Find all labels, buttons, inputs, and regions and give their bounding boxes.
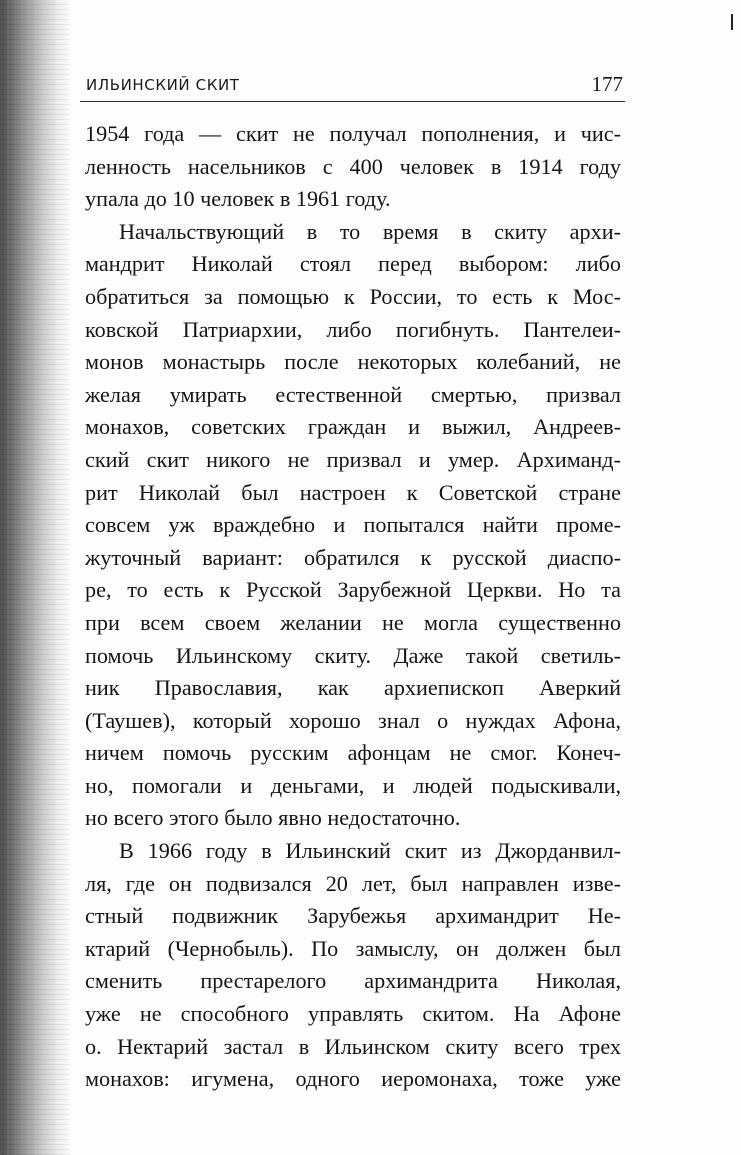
header-rule [80,101,625,102]
text-line: ленность насельников с 400 человек в 1914 году [85,153,621,179]
text-line: ский скит никого не призвал и умер. Архиманд- [85,446,621,472]
page-header [80,70,625,100]
text-line: стный подвижник Зарубежья архимандрит Не- [85,903,621,929]
text-line: ре, то есть к Русской Зарубежной Церкви. Но та [85,577,621,603]
text-line: обратиться за помощью к России, то есть к Мос- [85,283,621,309]
running-head: ИЛЬИНСКИЙ СКИТ [86,76,240,94]
text-line: сменить престарелого архимандрита Николая, [85,968,621,994]
text-line: но всего этого было явно недостаточно. [85,805,461,831]
body-text [85,118,621,1096]
paragraph-1 [85,118,621,216]
text-line: ля, где он подвизался 20 лет, был направлен изве- [85,870,621,896]
text-line: рит Николай был настроен к Советской стране [85,479,621,505]
text-line: монов монастырь после некоторых колебаний, не [85,349,621,375]
text-line: ктарий (Чернобыль). По замыслу, он должен был [85,935,621,961]
text-line: жуточный вариант: обратился к русской диаспо- [85,544,621,570]
paragraph-3 [85,835,621,1096]
text-line: о. Нектарий застал в Ильинском скиту всего трех [85,1033,621,1059]
scan-mark [731,14,733,30]
text-line: совсем уж враждебно и попытался найти проме- [85,512,621,538]
text-line: мандрит Николай стоял перед выбором: либо [85,251,621,277]
text-line: монахов, советских граждан и выжил, Андреев- [85,414,621,440]
text-line: В 1966 году в Ильинский скит из Джорданвил- [119,838,621,864]
text-line: помочь Ильинскому скиту. Даже такой светиль- [85,642,621,668]
text-line: (Таушев), который хорошо знал о нуждах Афона, [85,707,621,733]
text-line: желая умирать естественной смертью, призвал [85,381,621,407]
page-number: 177 [591,72,623,96]
text-line: уже не способного управлять скитом. На Афоне [85,1001,621,1027]
text-line: при всем своем желании не могла существенно [85,609,621,635]
text-line: 1954 года — скит не получал пополнения, и чис- [85,121,621,146]
text-line: ковской Патриархии, либо погибнуть. Пантелеи- [85,316,621,342]
text-line: ничем помочь русским афонцам не смог. Конеч- [85,740,621,766]
binding-texture [0,0,70,1155]
text-line: Начальствующий в то время в скиту архи- [119,218,621,244]
text-line: упала до 10 человек в 1961 году. [85,186,391,212]
text-line: ник Православия, как архиепископ Аверкий [85,675,621,701]
text-line: но, помогали и деньгами, и людей подыскивали, [85,772,621,798]
paragraph-2 [85,216,621,835]
text-line: монахов: игумена, одного иеромонаха, тоже уже [85,1066,621,1092]
